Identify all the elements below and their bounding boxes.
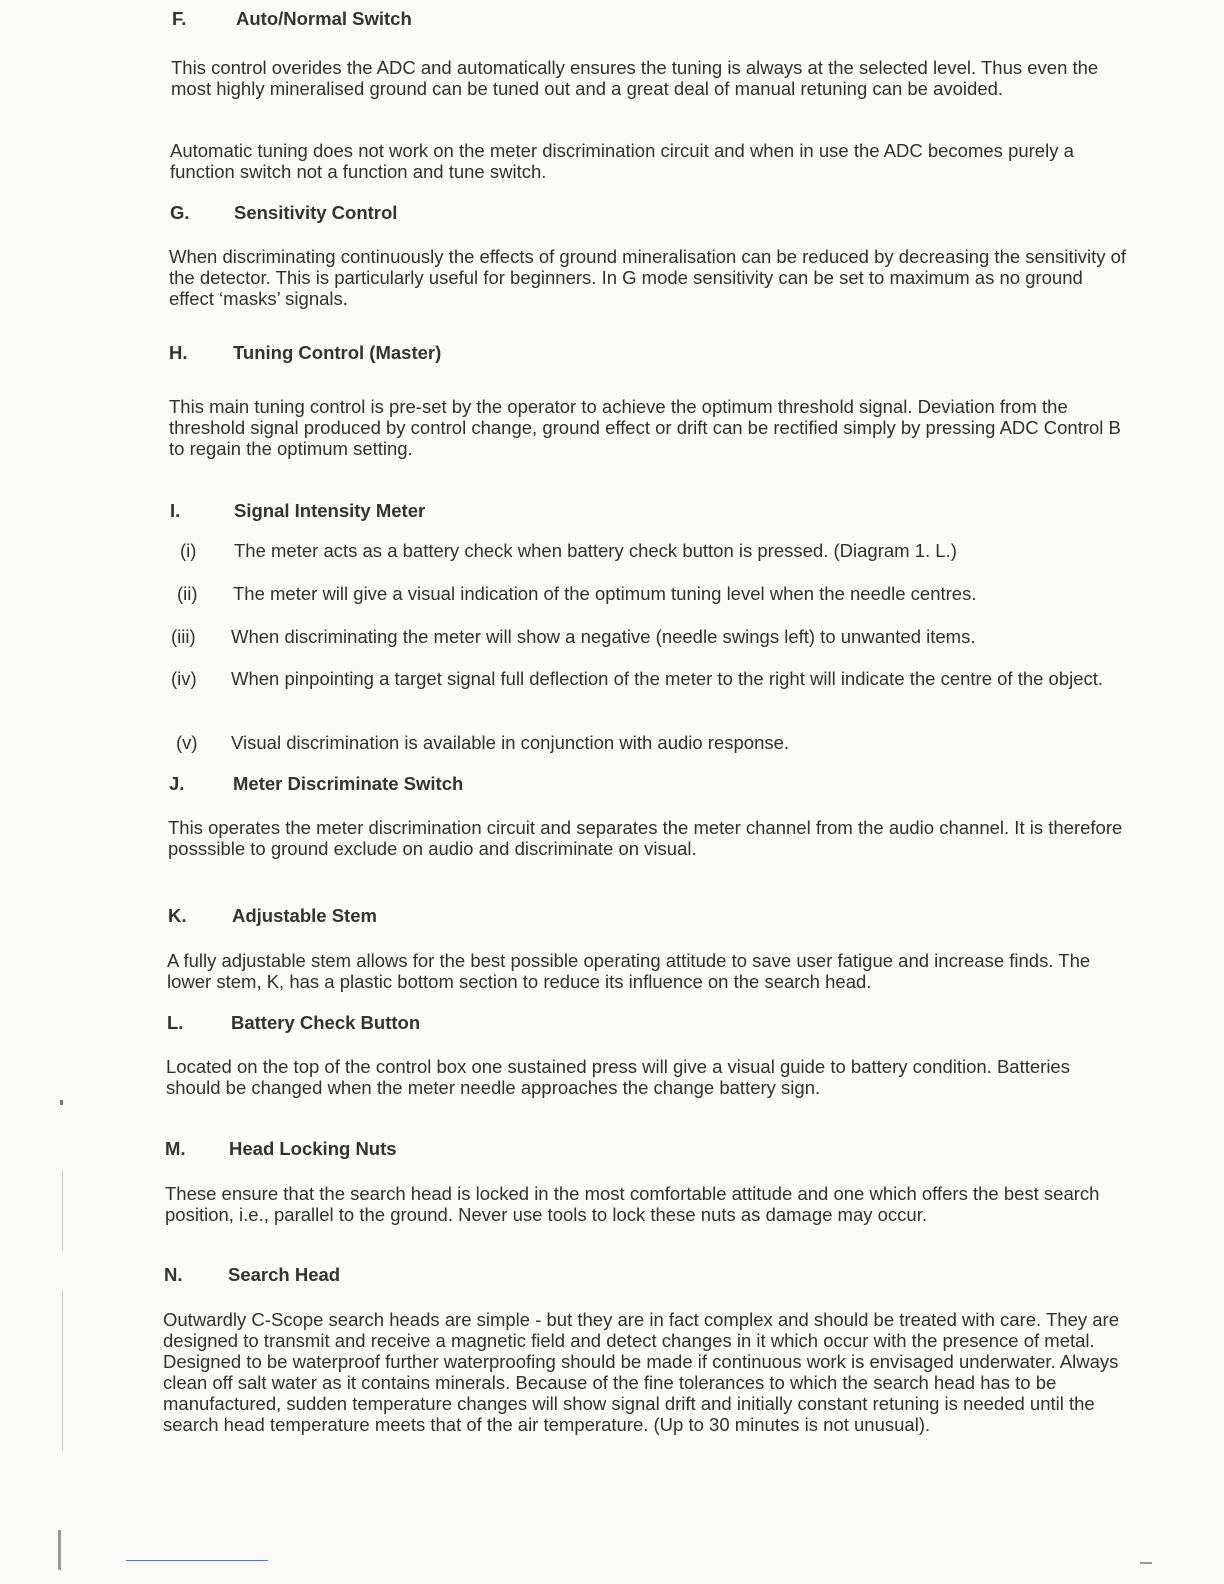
list-item-number: (i) <box>180 540 197 561</box>
section-l-paragraph-1: Located on the top of the control box one sustained press will give a visual guide to battery condition. Batteries should be changed when the meter needle approaches the change battery sign. <box>166 1056 1070 1098</box>
section-title: Tuning Control (Master) <box>233 342 442 363</box>
section-title: Adjustable Stem <box>232 905 377 926</box>
section-title: Auto/Normal Switch <box>236 8 412 29</box>
section-title: Signal Intensity Meter <box>234 500 426 521</box>
section-letter: H. <box>169 342 188 363</box>
list-item-text: The meter will give a visual indication of the optimum tuning level when the needle centres. <box>233 583 977 604</box>
section-k-paragraph-1: A fully adjustable stem allows for the best possible operating attitude to save user fatigue and increase finds. The lower stem, K, has a plastic bottom section to reduce its influence on the search head. <box>167 950 1091 992</box>
section-letter: N. <box>164 1264 183 1285</box>
list-item-text: When pinpointing a target signal full deflection of the meter to the right will indicate the centre of the object. <box>231 668 1104 689</box>
section-f-paragraph-1: This control overides the ADC and automatically ensures the tuning is always at the selected level. Thus even the most highly mineralised ground can be tuned out and a great deal of manual retuning can be avoided. <box>171 57 1099 99</box>
list-item-text: Visual discrimination is available in conjunction with audio response. <box>231 732 790 753</box>
section-letter: I. <box>170 500 181 521</box>
section-title: Sensitivity Control <box>234 202 398 223</box>
scan-speck <box>60 1100 63 1105</box>
scan-edge-mark <box>58 1530 61 1570</box>
section-letter: J. <box>169 773 185 794</box>
section-title: Battery Check Button <box>231 1012 421 1033</box>
scan-margin-line <box>62 1290 63 1450</box>
section-title: Head Locking Nuts <box>229 1138 397 1159</box>
section-h-paragraph-1: This main tuning control is pre-set by the operator to achieve the optimum threshold signal. Deviation from the threshold signal produced by control change, ground effect or drift can be rectified simply by pressing ADC Control B to regain the optimum setting. <box>169 396 1121 459</box>
scan-margin-line <box>62 1170 63 1250</box>
section-letter: G. <box>170 202 190 223</box>
list-item-number: (iii) <box>171 626 196 647</box>
section-letter: M. <box>165 1138 186 1159</box>
list-item-text: When discriminating the meter will show a negative (needle swings left) to unwanted items. <box>231 626 976 647</box>
section-j-paragraph-1: This operates the meter discrimination circuit and separates the meter channel from the audio channel. It is therefore posssible to ground exclude on audio and discriminate on visual. <box>168 817 1123 859</box>
scan-corner-mark <box>1140 1562 1152 1564</box>
section-title: Search Head <box>228 1264 341 1285</box>
section-title: Meter Discriminate Switch <box>233 773 464 794</box>
list-item-text: The meter acts as a battery check when battery check button is pressed. (Diagram 1. L.) <box>234 540 957 561</box>
section-m-paragraph-1: These ensure that the search head is locked in the most comfortable attitude and one which offers the best search position, i.e., parallel to the ground. Never use tools to lock these nuts as damage may occur. <box>165 1183 1100 1225</box>
footnote-rule <box>126 1560 268 1561</box>
section-letter: L. <box>167 1012 184 1033</box>
list-item-number: (ii) <box>177 583 198 604</box>
list-item-number: (v) <box>176 732 198 753</box>
section-n-paragraph-1: Outwardly C-Scope search heads are simple - but they are in fact complex and should be treated with care. They are designed to transmit and receive a magnetic field and detect changes in it which occur with the presence of metal. Designed to be waterproof further waterproofing should be made if continuous work is envisaged underwater. Always clean off salt water as it contains minerals. Because of the fine tolerances to which the search head has to be manufactured, sudden temperature changes will show signal drift and initially constant retuning is needed until the search head temperature meets that of the air temperature. (Up to 30 minutes is not unusual). <box>163 1309 1119 1435</box>
section-f-paragraph-2: Automatic tuning does not work on the meter discrimination circuit and when in use the ADC becomes purely a function switch not a function and tune switch. <box>170 140 1074 182</box>
section-g-paragraph-1: When discriminating continuously the effects of ground mineralisation can be reduced by decreasing the sensitivity of the detector. This is particularly useful for beginners. In G mode sensitivity can be set to maximum as no ground effect ‘masks’ signals. <box>169 246 1127 309</box>
section-letter: F. <box>172 8 187 29</box>
section-letter: K. <box>168 905 187 926</box>
list-item-number: (iv) <box>171 668 197 689</box>
